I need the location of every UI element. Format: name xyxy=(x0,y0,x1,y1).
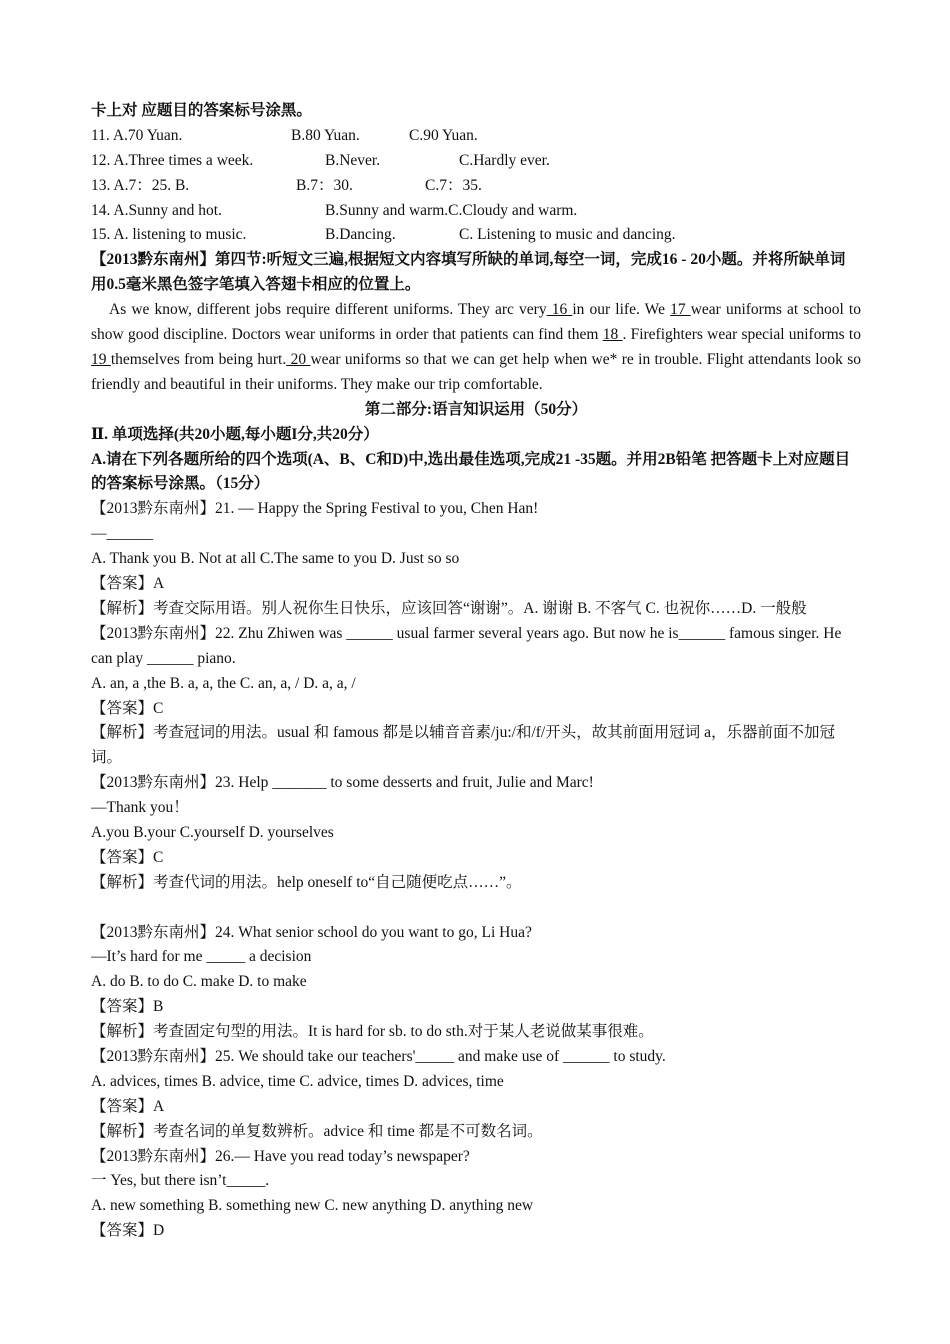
passage-text: As we know, different jobs require different uniforms. They arc very xyxy=(109,301,547,319)
question-25-options: A. advices, times B. advice, time C. advice, times D. advices, time xyxy=(91,1072,504,1090)
answer-21: 【答案】A xyxy=(91,575,165,593)
question-24: 【2013黔东南州】24. What senior school do you want to go, Li Hua? xyxy=(91,923,532,941)
explanation-25: 【解析】考查名词的单复数辨析。advice 和 time 都是不可数名词。 xyxy=(91,1122,543,1140)
explanation-22: 【解析】考查冠词的用法。usual 和 famous 都是以辅音音素/ju:/和/f/开头，故其前面用冠词 a，乐器前面不加冠词。 xyxy=(91,724,835,767)
question-26-reply: 一 Yes, but there isn’t_____. xyxy=(91,1172,270,1190)
option-a: 14. A.Sunny and hot. xyxy=(91,201,222,219)
question-24-reply: —It’s hard for me _____ a decision xyxy=(91,948,312,966)
passage-text: . Firefighters wear special uniforms to xyxy=(622,326,861,344)
answer-22: 【答案】C xyxy=(91,699,164,717)
option-b: B.7：30. xyxy=(296,176,353,194)
instruction-line: 卡上对 应题目的答案标号涂黑。 xyxy=(91,102,312,119)
question-21: 【2013黔东南州】21. — Happy the Spring Festival to you, Chen Han! xyxy=(91,500,539,518)
option-a: 12. A.Three times a week. xyxy=(91,151,254,169)
option-b: B.Sunny and warm. xyxy=(325,201,449,219)
question-11 xyxy=(91,124,861,149)
question-23-options: A.you B.your C.yourself D. yourselves xyxy=(91,824,334,842)
option-b: B.Never. xyxy=(325,151,381,169)
passage-text: wear uniforms so that we can get help when we* re in trouble. Flight attendants look so friendly and beautiful in their uniforms. They make our trip comfortable. xyxy=(91,350,861,393)
option-c: C.7：35. xyxy=(425,176,482,194)
explanation-21: 【解析】考查交际用语。别人祝你生日快乐，应该回答“谢谢”。A. 谢谢 B. 不客气 C. 也祝你……D. 一般般 xyxy=(91,599,807,617)
option-b: B.Dancing. xyxy=(325,226,396,244)
answer-23: 【答案】C xyxy=(91,848,164,866)
option-a: 11. A.70 Yuan. xyxy=(91,126,183,144)
question-26-options: A. new something B. something new C. new anything D. anything new xyxy=(91,1197,534,1215)
explanation-23: 【解析】考查代词的用法。help oneself to“自己随便吃点……”。 xyxy=(91,873,522,891)
blank-19: 19 xyxy=(91,350,111,368)
part-2-heading: 第二部分:语言知识运用（50分） xyxy=(364,400,588,418)
blank-17: 17 xyxy=(670,301,691,319)
question-14 xyxy=(91,199,861,224)
question-26: 【2013黔东南州】26.— Have you read today’s newspaper? xyxy=(91,1147,470,1165)
question-13 xyxy=(91,174,861,199)
question-25: 【2013黔东南州】25. We should take our teachers'_____ and make use of ______ to study. xyxy=(91,1048,666,1066)
passage-text: wear uniforms at school to show good discipline. Doctors wear uniforms in order that patients can find them xyxy=(91,301,861,344)
section-2-heading: Ⅱ. 单项选择(共20小题,每小题I分,共20分） xyxy=(91,425,379,443)
question-15 xyxy=(91,223,861,248)
blank-20: 20 xyxy=(286,350,311,368)
option-c: C.90 Yuan. xyxy=(409,126,478,144)
listening-passage xyxy=(91,298,861,398)
spacer xyxy=(91,896,861,921)
answer-25: 【答案】A xyxy=(91,1097,165,1115)
question-24-options: A. do B. to do C. make D. to make xyxy=(91,973,307,991)
document-page xyxy=(91,99,861,1244)
question-22-options: A. an, a ,the B. a, a, the C. an, a, / D. a, a, / xyxy=(91,674,356,692)
passage-text: in our life. We xyxy=(572,301,671,319)
blank-18: 18 xyxy=(602,326,623,344)
option-a: 13. A.7：25. B. xyxy=(91,176,190,194)
option-b: B.80 Yuan. xyxy=(291,126,360,144)
question-22: 【2013黔东南州】22. Zhu Zhiwen was ______ usual farmer several years ago. But now he is______ famous singer. He can play ______ piano. xyxy=(91,624,842,667)
question-21-reply: —______ xyxy=(91,525,153,543)
option-c: C. Listening to music and dancing. xyxy=(459,226,676,244)
question-23-reply: —Thank you！ xyxy=(91,799,189,817)
question-23: 【2013黔东南州】23. Help _______ to some desserts and fruit, Julie and Marc! xyxy=(91,774,594,792)
explanation-24: 【解析】考查固定句型的用法。It is hard for sb. to do sth.对于某人老说做某事很难。 xyxy=(91,1023,654,1041)
option-c: C.Hardly ever. xyxy=(459,151,550,169)
question-21-options: A. Thank you B. Not at all C.The same to you D. Just so so xyxy=(91,550,460,568)
question-12 xyxy=(91,149,861,174)
option-c: C.Cloudy and warm. xyxy=(448,201,578,219)
answer-26: 【答案】D xyxy=(91,1222,165,1240)
blank-16: 16 xyxy=(546,301,573,319)
section-4-heading: 【2013黔东南州】第四节:听短文三遍,根据短文内容填写所缺的单词,每空一词，完成16 - 20小题。并将所缺单词 用0.5毫米黑色签字笔填入答翅卡相应的位置上。 xyxy=(91,251,846,294)
answer-24: 【答案】B xyxy=(91,998,164,1016)
passage-text: themselves from being hurt. xyxy=(110,350,287,368)
option-a: 15. A. listening to music. xyxy=(91,226,247,244)
section-a-instructions: A.请在下列各题所给的四个选项(A、B、C和D)中,选出最佳选项,完成21 -35题。并用2B铅笔 把答题卡上对应题目的答案标号涂黑。（15分） xyxy=(91,450,851,493)
